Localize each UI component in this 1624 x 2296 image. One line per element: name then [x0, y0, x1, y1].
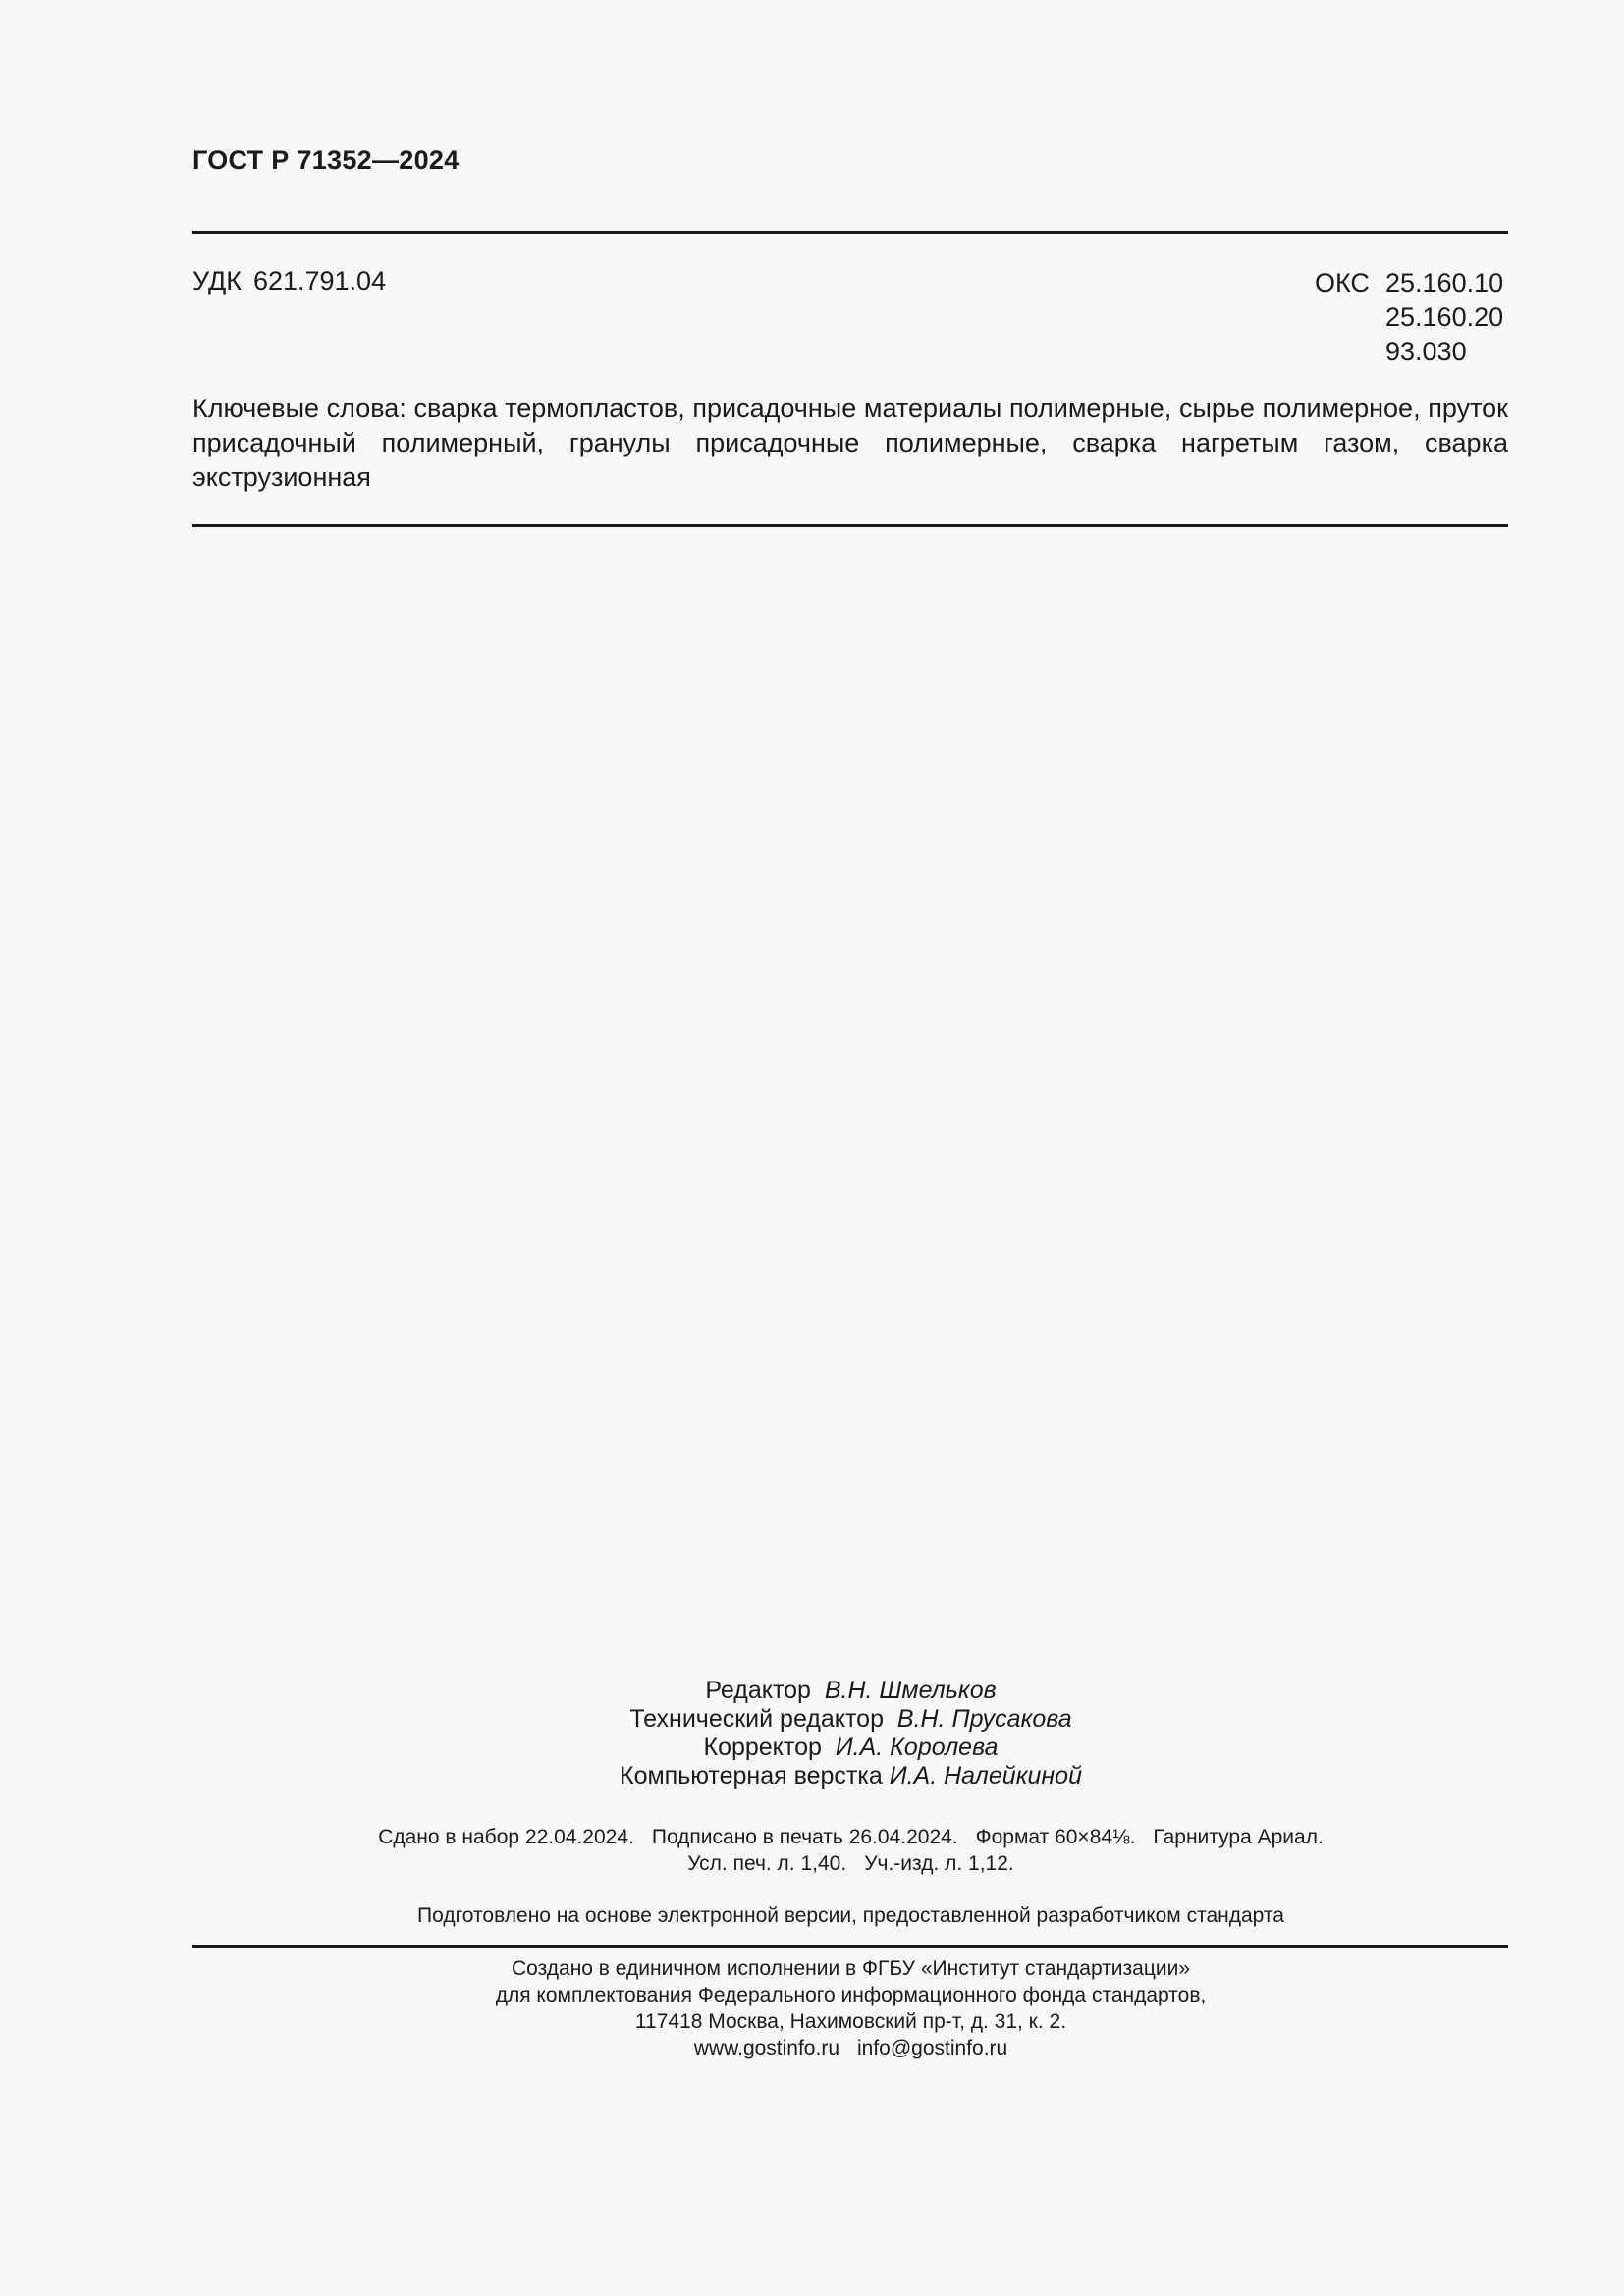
oks-code: 25.160.20 — [1385, 302, 1504, 332]
publisher-block — [0, 1955, 1624, 2061]
credit-person: В.Н. Шмельков — [824, 1677, 997, 1704]
credit-role: Компьютерная верстка — [620, 1762, 883, 1789]
udk-code: 621.791.04 — [252, 266, 387, 295]
oks-label: ОКС — [1315, 268, 1370, 297]
publisher-line: Создано в единичном исполнении в ФГБУ «Институт стандартизации» — [511, 1957, 1191, 1980]
credit-line — [0, 1734, 1624, 1762]
print-info-block — [0, 1824, 1624, 1877]
top-divider — [192, 231, 1508, 234]
print-info-line — [0, 1824, 1624, 1850]
credit-person: И.А. Налейкиной — [889, 1762, 1082, 1789]
oks-code: 25.160.10 — [1385, 268, 1504, 297]
credit-line — [0, 1705, 1624, 1734]
print-info-line — [0, 1850, 1624, 1877]
website-link[interactable]: www.gostinfo.ru — [693, 2037, 839, 2059]
typeset-date: Сдано в набор 22.04.2024. — [378, 1826, 634, 1848]
oks-codes — [1385, 266, 1503, 369]
footer-divider — [192, 1945, 1508, 1948]
print-sheets: Усл. печ. л. 1,40. — [687, 1852, 847, 1875]
credit-person: И.А. Королева — [835, 1734, 999, 1761]
prepared-note: Подготовлено на основе электронной версии, предоставленной разработчиком стандарта — [417, 1904, 1284, 1927]
email-link[interactable]: info@gostinfo.ru — [857, 2037, 1008, 2059]
oks-code: 93.030 — [1385, 337, 1467, 366]
credit-person: В.Н. Прусакова — [896, 1705, 1072, 1733]
keywords-divider — [192, 524, 1508, 527]
publisher-line: для комплектования Федерального информационного фонда стандартов, — [495, 1984, 1207, 2006]
credit-line — [0, 1762, 1624, 1790]
udk-label: УДК — [192, 266, 242, 295]
credits-block — [0, 1677, 1624, 1790]
keywords-paragraph: Ключевые слова: сварка термопластов, присадочные материалы полимерные, сырье полимерное, пруток присадочный полимерный, гранулы присадочные полимерные, сварка нагретым газом, сварка экструзионная — [192, 394, 1508, 492]
publisher-contacts — [0, 2035, 1624, 2061]
credit-role: Технический редактор — [629, 1705, 884, 1733]
publisher-address: 117418 Москва, Нахимовский пр-т, д. 31, к. 2. — [634, 2010, 1067, 2033]
publishing-sheets: Уч.-изд. л. 1,12. — [864, 1852, 1014, 1875]
gost-number: ГОСТ Р 71352—2024 — [192, 145, 460, 175]
credit-role: Корректор — [703, 1734, 822, 1761]
credit-line — [0, 1677, 1624, 1705]
paper-format: Формат 60×84⅛. — [975, 1826, 1136, 1848]
udk-block — [192, 266, 386, 296]
credit-role: Редактор — [705, 1677, 811, 1704]
typeface: Гарнитура Ариал. — [1153, 1826, 1324, 1848]
signed-date: Подписано в печать 26.04.2024. — [651, 1826, 958, 1848]
